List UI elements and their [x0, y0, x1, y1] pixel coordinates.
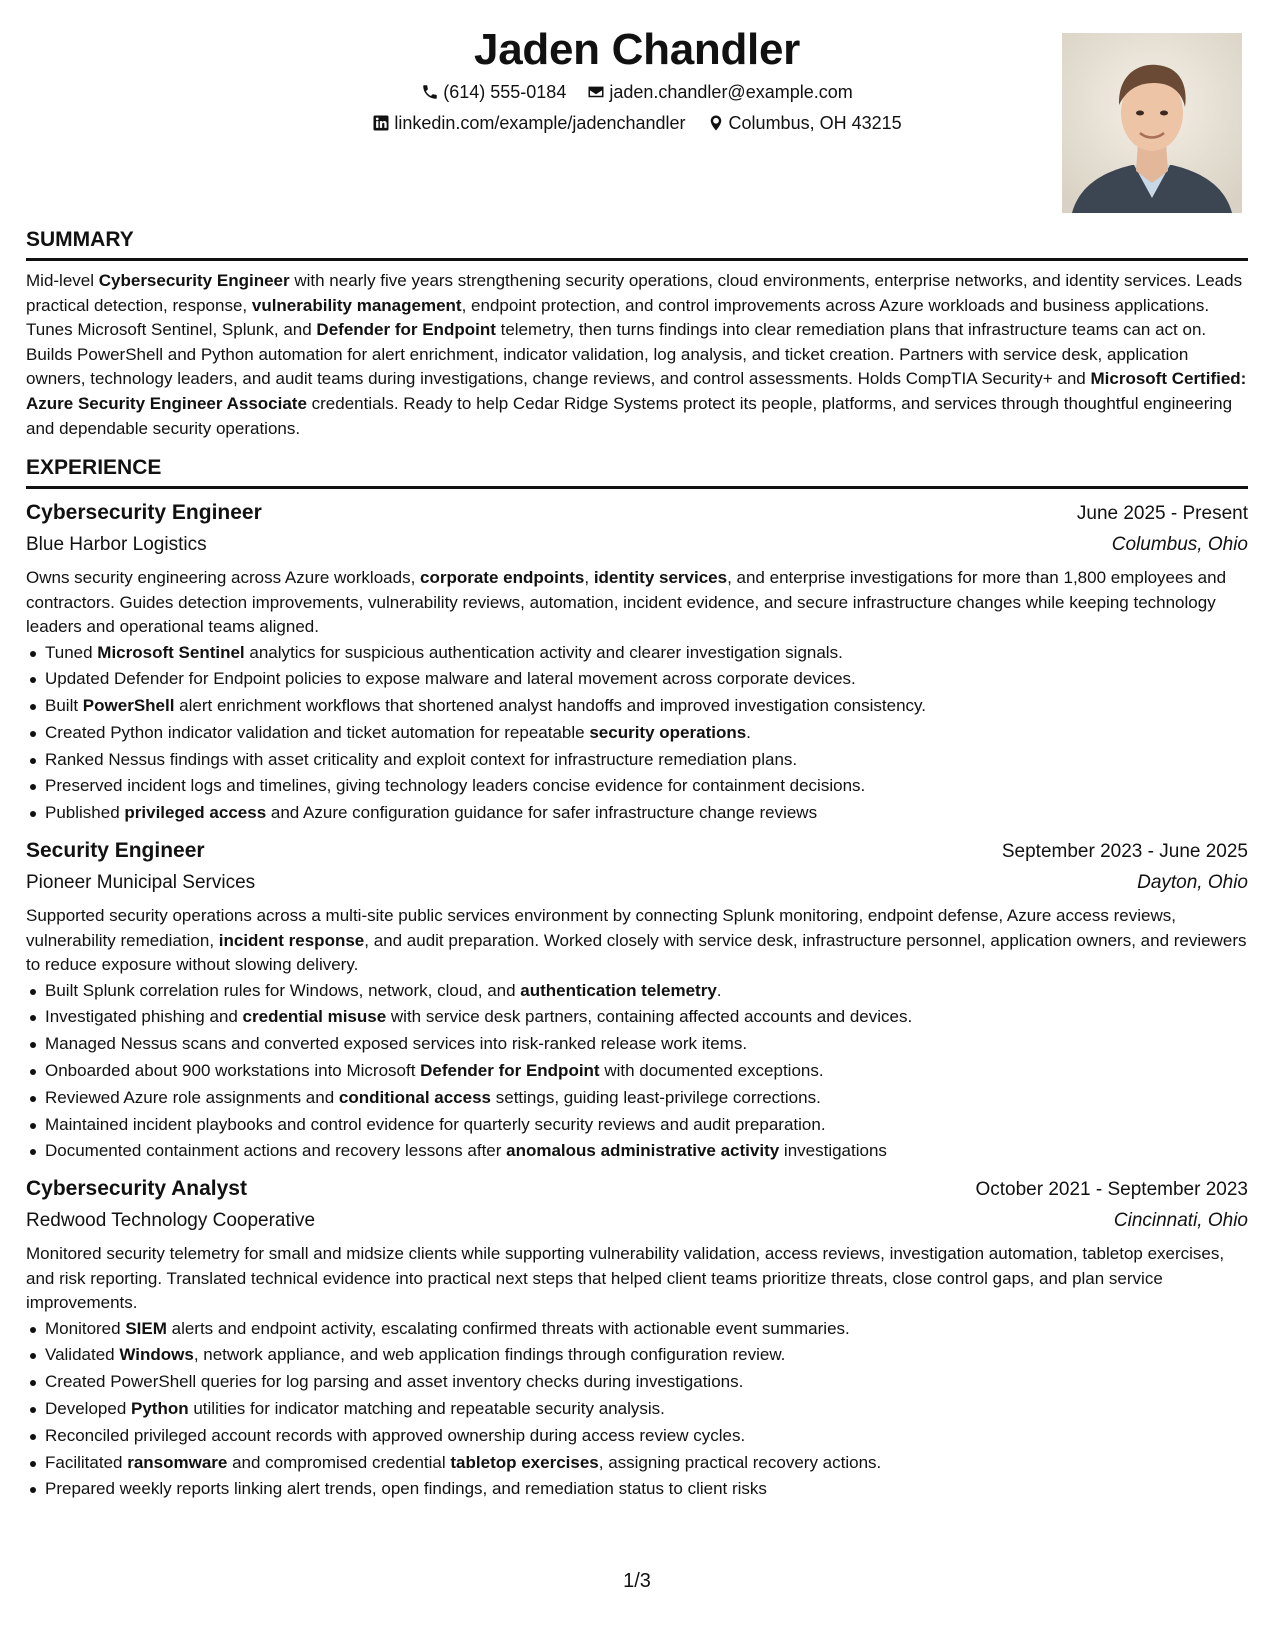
- text-run: , and audit preparation. Worked closely with service desk, infrastructure personnel, application owners, and reviewers to reduce exposure without slowing delivery.: [26, 930, 1247, 975]
- job-title-row: [26, 1173, 1248, 1206]
- contact-location: [707, 110, 902, 136]
- bold-text: SIEM: [125, 1318, 167, 1338]
- text-run: settings, guiding least-privilege corrections.: [491, 1087, 821, 1107]
- bullet-item: [26, 1112, 1248, 1139]
- text-run: Reconciled privileged account records with approved ownership during access review cycles.: [45, 1425, 746, 1445]
- bullet-item: [26, 1396, 1248, 1423]
- bullet-item: [26, 1476, 1248, 1503]
- text-run: with service desk partners, containing affected accounts and devices.: [386, 1007, 913, 1027]
- contact-linkedin[interactable]: [372, 110, 685, 136]
- text-run: Updated Defender for Endpoint policies to expose malware and lateral movement across corporate devices.: [45, 669, 856, 689]
- text-run: Facilitated: [45, 1452, 128, 1472]
- text-run: utilities for indicator matching and repeatable security analysis.: [188, 1399, 665, 1419]
- bold-text: corporate endpoints: [420, 568, 585, 587]
- bullet-item: [26, 1450, 1248, 1477]
- text-run: .: [746, 722, 751, 742]
- job-location: Dayton, Ohio: [1137, 872, 1248, 894]
- summary-paragraph: [26, 269, 1248, 441]
- bullet-item: [26, 978, 1248, 1005]
- text-run: , and enterprise investigations for more than 1,800 employees and contractors. Guides detection improvements, vulnerability reviews, automation, incident evidence, and secure infrastructure changes while keeping technology leaders and operational teams aligned.: [26, 568, 1227, 636]
- text-run: with nearly five years strengthening security operations, cloud environments, enterprise networks, and identity services. Leads practical detection, response,: [26, 271, 1243, 315]
- bold-text: Cybersecurity Engineer: [98, 271, 290, 290]
- bold-text: Defender for Endpoint: [420, 1060, 600, 1080]
- phone-icon: [421, 83, 443, 101]
- text-run: Monitored security telemetry for small and midsize clients while supporting vulnerability validation, access reviews, investigation automation, tabletop exercises, and risk reporting. Translated technical evidence into practical next steps that helped client teams prioritize threats, close control gaps, and plan service improvements.: [26, 1244, 1225, 1313]
- text-run: Reviewed Azure role assignments and: [45, 1087, 339, 1107]
- bullet-item: [26, 1058, 1248, 1085]
- text-run: , endpoint protection, and control improvements across Azure workloads and business applications. Tunes Microsoft Sentinel, Splunk, and: [26, 295, 1210, 340]
- job-title: Security Engineer: [26, 839, 205, 863]
- bold-text: conditional access: [338, 1087, 492, 1107]
- text-run: , assigning practical recovery actions.: [598, 1452, 882, 1472]
- job-company-row: [26, 868, 1248, 898]
- text-run: Created Python indicator validation and ticket automation for repeatable: [45, 722, 590, 742]
- bold-text: Python: [131, 1399, 189, 1419]
- page-number: 1/3: [623, 1570, 651, 1592]
- bullet-item: [26, 747, 1248, 774]
- bullet-item: [26, 1031, 1248, 1058]
- bold-text: authentication telemetry: [520, 980, 717, 1000]
- email-text[interactable]: jaden.chandler@example.com: [609, 82, 853, 102]
- text-run: Managed Nessus scans and converted exposed services into risk-ranked release work items.: [45, 1034, 748, 1054]
- bold-text: ransomware: [127, 1452, 228, 1472]
- envelope-icon: [587, 83, 609, 101]
- bold-text: Defender for Endpoint: [316, 320, 496, 340]
- map-pin-icon: [707, 114, 729, 132]
- job-title: Cybersecurity Analyst: [26, 1177, 247, 1201]
- job-description: [26, 566, 1248, 640]
- bullet-item: [26, 1138, 1248, 1165]
- bullet-item: [26, 800, 1248, 827]
- contact-phone: [421, 79, 566, 105]
- text-run: Monitored: [45, 1318, 126, 1338]
- job-dates: October 2021 - September 2023: [975, 1179, 1248, 1201]
- job-bullets: [26, 1316, 1248, 1504]
- profile-photo: [1062, 33, 1242, 213]
- text-run: telemetry, then turns findings into clear remediation plans that infrastructure teams can act on. Builds PowerShell and Python automation for alert enrichment, indicator validation, log analysis, and ticket creation. Partners with service desk, application owners, technology leaders, and audit teams during investigations, change reviews, and control assessments. Holds CompTIA Security+ and: [26, 320, 1207, 389]
- job-bullets: [26, 978, 1248, 1166]
- text-run: Validated: [45, 1345, 120, 1365]
- bullet-item: [26, 773, 1248, 800]
- text-run: Built: [45, 696, 83, 716]
- job-entry: [26, 835, 1248, 1165]
- bullet-item: [26, 1316, 1248, 1343]
- text-run: with documented exceptions.: [599, 1060, 824, 1080]
- job-description: [26, 1242, 1248, 1316]
- job-company: Redwood Technology Cooperative: [26, 1210, 316, 1232]
- bullet-item: [26, 1423, 1248, 1450]
- bold-text: Microsoft Certified: Azure Security Engineer Associate: [26, 369, 1247, 413]
- bold-text: incident response: [218, 930, 365, 950]
- text-run: Owns security engineering across Azure workloads,: [26, 568, 421, 587]
- job-title: Cybersecurity Engineer: [26, 501, 262, 524]
- bold-text: identity services: [593, 568, 728, 587]
- job-company: Pioneer Municipal Services: [26, 872, 256, 894]
- bullet-item: [26, 693, 1248, 720]
- resume-page: [26, 0, 1248, 1650]
- bullet-item: [26, 1085, 1248, 1112]
- text-run: ,: [584, 568, 594, 587]
- text-run: and compromised credential: [227, 1452, 451, 1472]
- text-run: alerts and endpoint activity, escalating confirmed threats with actionable event summaries.: [166, 1318, 850, 1338]
- job-bullets: [26, 640, 1248, 828]
- bold-text: anomalous administrative activity: [506, 1141, 780, 1161]
- job-entry: [26, 1173, 1248, 1503]
- text-run: Investigated phishing and: [45, 1007, 243, 1027]
- text-run: Developed: [45, 1399, 132, 1419]
- experience-heading: EXPERIENCE: [26, 454, 1248, 489]
- resume-header: [26, 0, 1248, 216]
- phone-text: (614) 555-0184: [443, 82, 567, 102]
- bullet-item: [26, 640, 1248, 667]
- text-run: , network appliance, and web application findings through configuration review.: [193, 1345, 786, 1365]
- text-run: Published: [45, 803, 125, 823]
- text-run: Built Splunk correlation rules for Windows, network, cloud, and: [45, 980, 521, 1000]
- bold-text: tabletop exercises: [450, 1452, 599, 1472]
- location-text: Columbus, OH 43215: [728, 113, 902, 133]
- bold-text: Microsoft Sentinel: [97, 642, 245, 662]
- text-run: Supported security operations across a multi-site public services environment by connecting Splunk monitoring, endpoint defense, Azure access reviews, vulnerability remediation,: [26, 906, 1176, 950]
- contact-email[interactable]: [587, 79, 852, 105]
- job-dates: June 2025 - Present: [1076, 503, 1248, 524]
- text-run: Preserved incident logs and timelines, giving technology leaders concise evidence for containment decisions.: [45, 776, 866, 796]
- text-run: and Azure configuration guidance for safer infrastructure change reviews: [266, 803, 818, 823]
- linkedin-icon: [372, 114, 394, 132]
- bold-text: PowerShell: [82, 696, 175, 716]
- summary-heading: SUMMARY: [26, 226, 1248, 261]
- text-run: alert enrichment workflows that shortened analyst handoffs and improved investigation consistency.: [174, 696, 926, 716]
- candidate-name: Jaden Chandler: [474, 25, 800, 74]
- text-run: Ranked Nessus findings with asset criticality and exploit context for infrastructure remediation plans.: [45, 749, 798, 769]
- text-run: Documented containment actions and recovery lessons after: [45, 1141, 507, 1161]
- bold-text: credential misuse: [242, 1007, 387, 1027]
- bold-text: vulnerability management: [251, 295, 462, 315]
- bold-text: Windows: [119, 1345, 194, 1365]
- summary-section: [26, 226, 1248, 441]
- bullet-item: [26, 1004, 1248, 1031]
- text-run: Maintained incident playbooks and control evidence for quarterly security reviews and audit preparation.: [45, 1114, 826, 1134]
- text-run: Created PowerShell queries for log parsing and asset inventory checks during investigations.: [45, 1372, 744, 1392]
- job-dates: September 2023 - June 2025: [1001, 841, 1248, 863]
- text-run: Onboarded about 900 workstations into Microsoft: [45, 1060, 421, 1080]
- job-company-row: [26, 1206, 1248, 1236]
- text-run: Mid-level: [26, 271, 99, 290]
- bold-text: privileged access: [124, 803, 267, 823]
- bullet-item: [26, 720, 1248, 747]
- job-list: [26, 497, 1248, 1503]
- job-location: Cincinnati, Ohio: [1113, 1210, 1248, 1232]
- bullet-item: [26, 666, 1248, 693]
- bold-text: security operations: [589, 722, 747, 742]
- text-run: Tuned: [45, 642, 98, 662]
- text-run: .: [716, 980, 722, 1000]
- job-company-row: [26, 530, 1248, 560]
- text-run: Prepared weekly reports linking alert trends, open findings, and remediation status to client risks: [45, 1479, 767, 1499]
- job-title-row: [26, 497, 1248, 530]
- job-entry: [26, 497, 1248, 827]
- job-title-row: [26, 835, 1248, 868]
- linkedin-text[interactable]: linkedin.com/example/jadenchandler: [394, 113, 686, 133]
- job-company: Blue Harbor Logistics: [26, 534, 207, 555]
- job-location: Columbus, Ohio: [1111, 534, 1248, 555]
- job-description: [26, 904, 1248, 978]
- text-run: investigations: [779, 1141, 887, 1161]
- bullet-item: [26, 1369, 1248, 1396]
- bullet-item: [26, 1342, 1248, 1369]
- text-run: credentials. Ready to help Cedar Ridge Systems protect its people, platforms, and services through thoughtful engineering and dependable security operations.: [26, 393, 1233, 438]
- text-run: analytics for suspicious authentication activity and clearer investigation signals.: [244, 642, 843, 662]
- experience-section: [26, 454, 1248, 1503]
